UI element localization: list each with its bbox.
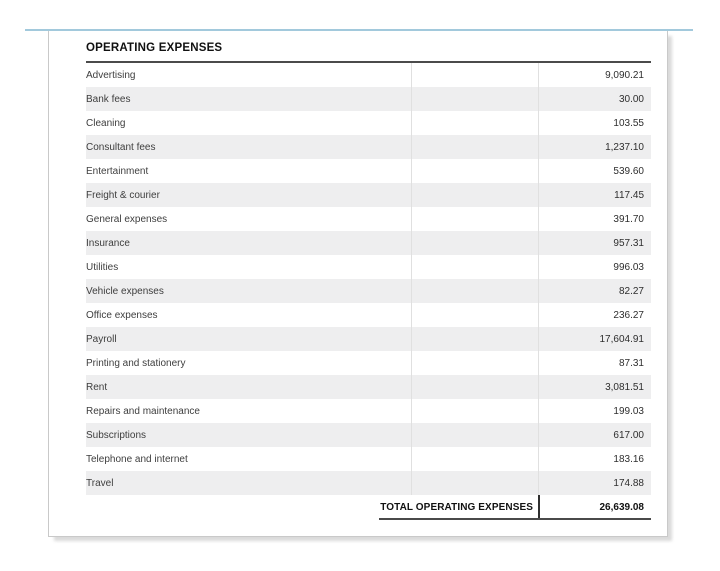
expense-amount: 82.27 bbox=[538, 279, 651, 303]
expense-row bbox=[86, 327, 651, 351]
operating-expenses-section bbox=[49, 31, 667, 520]
expense-label: Cleaning bbox=[86, 117, 126, 129]
expense-row bbox=[86, 87, 651, 111]
expense-amount: 30.00 bbox=[538, 87, 651, 111]
total-underline bbox=[379, 518, 651, 520]
expense-label: Insurance bbox=[86, 237, 130, 249]
expense-amount: 539.60 bbox=[538, 159, 651, 183]
expense-row bbox=[86, 399, 651, 423]
expense-spacer-cell bbox=[411, 423, 538, 447]
expense-spacer-cell bbox=[411, 111, 538, 135]
expense-amount: 996.03 bbox=[538, 255, 651, 279]
expense-row bbox=[86, 423, 651, 447]
expense-amount: 117.45 bbox=[538, 183, 651, 207]
expense-row bbox=[86, 279, 651, 303]
expense-label: Freight & courier bbox=[86, 189, 160, 201]
expense-label: Office expenses bbox=[86, 309, 158, 321]
expense-row bbox=[86, 255, 651, 279]
expense-amount: 183.16 bbox=[538, 447, 651, 471]
expense-row bbox=[86, 447, 651, 471]
expense-amount: 957.31 bbox=[538, 231, 651, 255]
expense-spacer-cell bbox=[411, 447, 538, 471]
expense-spacer-cell bbox=[411, 87, 538, 111]
expense-row bbox=[86, 231, 651, 255]
expense-row bbox=[86, 63, 651, 87]
expense-amount: 103.55 bbox=[538, 111, 651, 135]
expense-amount: 199.03 bbox=[538, 399, 651, 423]
expense-label: Utilities bbox=[86, 261, 119, 273]
expense-label: Telephone and internet bbox=[86, 453, 188, 465]
expense-row bbox=[86, 159, 651, 183]
expense-spacer-cell bbox=[411, 279, 538, 303]
expense-spacer-cell bbox=[411, 471, 538, 495]
expense-label: Subscriptions bbox=[86, 429, 147, 441]
expense-label: Printing and stationery bbox=[86, 357, 186, 369]
expense-spacer-cell bbox=[411, 255, 538, 279]
expense-amount: 174.88 bbox=[538, 471, 651, 495]
expense-spacer-cell bbox=[411, 303, 538, 327]
expense-label: Entertainment bbox=[86, 165, 149, 177]
expense-label: General expenses bbox=[86, 213, 168, 225]
expense-label: Repairs and maintenance bbox=[86, 405, 200, 417]
report-page bbox=[48, 30, 668, 537]
total-row bbox=[86, 495, 651, 520]
expense-amount: 1,237.10 bbox=[538, 135, 651, 159]
expense-row bbox=[86, 207, 651, 231]
expense-spacer-cell bbox=[411, 399, 538, 423]
expense-label: Payroll bbox=[86, 333, 117, 345]
expense-spacer-cell bbox=[411, 63, 538, 87]
expense-label: Bank fees bbox=[86, 93, 131, 105]
total-label: TOTAL OPERATING EXPENSES bbox=[380, 502, 533, 513]
expense-spacer-cell bbox=[411, 327, 538, 351]
expense-amount: 9,090.21 bbox=[538, 63, 651, 87]
expense-row bbox=[86, 303, 651, 327]
expense-label: Travel bbox=[86, 477, 114, 489]
section-title: OPERATING EXPENSES bbox=[86, 42, 223, 54]
expense-spacer-cell bbox=[411, 207, 538, 231]
expense-spacer-cell bbox=[411, 231, 538, 255]
expense-row bbox=[86, 135, 651, 159]
expense-amount: 3,081.51 bbox=[538, 375, 651, 399]
expense-label: Rent bbox=[86, 381, 108, 393]
expense-amount: 391.70 bbox=[538, 207, 651, 231]
expense-row bbox=[86, 471, 651, 495]
expense-label: Advertising bbox=[86, 69, 136, 81]
expense-row bbox=[86, 111, 651, 135]
expense-spacer-cell bbox=[411, 183, 538, 207]
expense-table bbox=[86, 63, 651, 495]
expense-spacer-cell bbox=[411, 135, 538, 159]
expense-row bbox=[86, 351, 651, 375]
expense-amount: 617.00 bbox=[538, 423, 651, 447]
expense-spacer-cell bbox=[411, 159, 538, 183]
total-amount: 26,639.08 bbox=[538, 495, 651, 520]
expense-row bbox=[86, 183, 651, 207]
expense-amount: 17,604.91 bbox=[538, 327, 651, 351]
expense-label: Vehicle expenses bbox=[86, 285, 164, 297]
expense-label: Consultant fees bbox=[86, 141, 156, 153]
expense-row bbox=[86, 375, 651, 399]
expense-spacer-cell bbox=[411, 375, 538, 399]
expense-amount: 236.27 bbox=[538, 303, 651, 327]
expense-amount: 87.31 bbox=[538, 351, 651, 375]
top-accent-line bbox=[25, 29, 693, 31]
expense-spacer-cell bbox=[411, 351, 538, 375]
